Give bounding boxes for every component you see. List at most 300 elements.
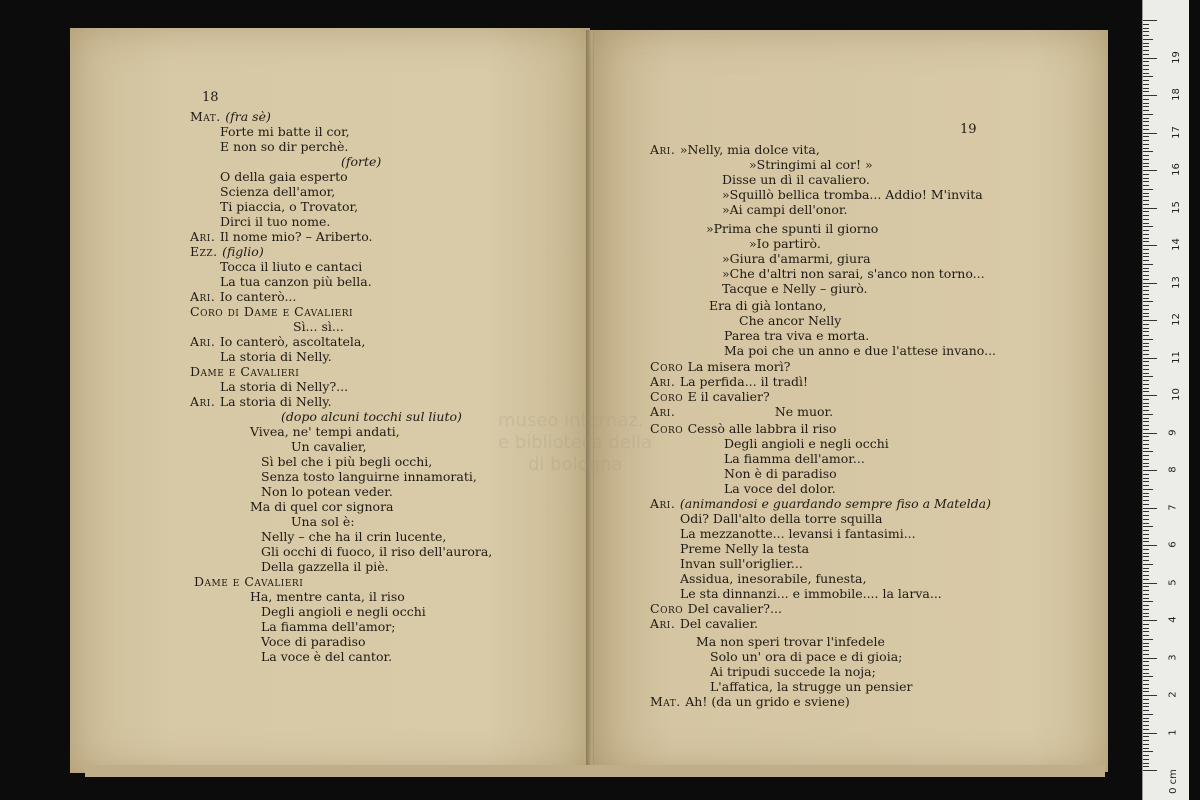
ruler-tick: [1143, 35, 1149, 36]
ruler-tick: [1143, 673, 1149, 674]
ruler-tick: [1143, 99, 1149, 100]
ruler-tick: [1143, 706, 1149, 707]
verse-text: (dopo alcuni tocchi sul liuto): [281, 409, 462, 424]
text-line: [650, 404, 833, 419]
text-line: [220, 349, 332, 364]
ruler-tick: [1143, 444, 1149, 445]
verse-text: La perfida... il tradì!: [679, 374, 809, 389]
page-edge: [85, 765, 1105, 777]
speaker-label: Ari.: [190, 334, 220, 349]
text-line: [261, 559, 389, 574]
text-line: [722, 202, 847, 217]
ruler-tick: [1143, 133, 1157, 134]
text-line: [680, 511, 882, 526]
verse-text: La voce è del cantor.: [261, 649, 393, 664]
ruler-tick: [1143, 324, 1149, 325]
text-line: [650, 694, 850, 709]
ruler-tick: [1143, 196, 1149, 197]
verse-text: La fiamma dell'amor;: [261, 619, 396, 634]
verse-text: Ha, mentre canta, il riso: [250, 589, 405, 604]
ruler-tick: [1143, 410, 1149, 411]
ruler-tick: [1143, 80, 1149, 81]
ruler-tick: [1143, 305, 1149, 306]
ruler-tick: [1143, 736, 1149, 737]
ruler-tick: [1143, 110, 1149, 111]
speaker-label: Dame e Cavalieri: [190, 364, 300, 379]
ruler-tick: [1143, 155, 1149, 156]
verse-text: (figlio): [222, 244, 264, 259]
ruler-tick: [1143, 69, 1149, 70]
verse-text: »Ai campi dell'onor.: [722, 202, 848, 217]
ruler-tick: [1143, 478, 1149, 479]
ruler-tick: [1143, 470, 1157, 471]
text-line: [220, 199, 358, 214]
text-line: [706, 221, 878, 236]
ruler-tick: [1143, 511, 1149, 512]
ruler-tick: [1143, 620, 1157, 621]
verse-text: Ma poi che un anno e due l'attese invano...: [724, 343, 997, 358]
ruler-tick: [1143, 166, 1149, 167]
ruler-tick: [1143, 219, 1149, 220]
ruler-tick: [1143, 301, 1153, 302]
speaker-label: Ezz.: [190, 244, 223, 259]
verse-text: Ma di quel cor signora: [250, 499, 394, 514]
ruler-tick: [1143, 43, 1149, 44]
watermark-line: e biblioteca della: [498, 432, 652, 453]
text-line: [261, 619, 396, 634]
text-line: [250, 589, 405, 604]
text-line: [722, 187, 983, 202]
ruler-tick: [1143, 174, 1149, 175]
ruler-tick: [1143, 391, 1149, 392]
ruler-tick: [1143, 571, 1149, 572]
verse-text: Disse un dì il cavaliero.: [722, 172, 870, 187]
text-line: [709, 298, 827, 313]
ruler-label: 9: [1167, 428, 1179, 436]
speaker-label: Ari.: [650, 616, 680, 631]
page-number-right: 19: [960, 122, 977, 137]
ruler-tick: [1143, 534, 1149, 535]
ruler-label: 11: [1170, 350, 1182, 364]
ruler-tick: [1143, 91, 1149, 92]
verse-text: La storia di Nelly?...: [220, 379, 349, 394]
ruler-tick: [1143, 564, 1153, 565]
verse-text: »Io partirò.: [749, 236, 821, 251]
ruler-tick: [1143, 61, 1149, 62]
verse-text: Ai tripudi succede la noja;: [710, 664, 876, 679]
ruler-tick: [1143, 440, 1149, 441]
right-page: [594, 30, 1108, 772]
speaker-label: Ari.: [190, 394, 220, 409]
verse-text: Degli angioli e negli occhi: [261, 604, 426, 619]
ruler-label: 13: [1170, 275, 1182, 289]
ruler-tick: [1143, 493, 1149, 494]
text-line: [680, 541, 809, 556]
text-line: [220, 379, 348, 394]
ruler-tick: [1143, 590, 1149, 591]
ruler-tick: [1143, 50, 1149, 51]
text-line: [650, 421, 836, 436]
verse-text: Assidua, inesorabile, funesta,: [680, 571, 867, 586]
ruler-tick: [1143, 118, 1149, 119]
text-line: [220, 169, 348, 184]
verse-text: Cessò alle labbra il riso: [687, 421, 837, 436]
text-line: [710, 664, 876, 679]
ruler-tick: [1143, 46, 1149, 47]
verse-text: Dirci il tuo nome.: [220, 214, 331, 229]
verse-text: Sì... sì...: [293, 319, 344, 334]
text-line: [710, 679, 913, 694]
verse-text: Forte mi batte il cor,: [220, 124, 350, 139]
text-line: [190, 394, 332, 409]
speaker-label: Coro di Dame e Cavalieri: [190, 304, 354, 319]
ruler-tick: [1143, 676, 1153, 677]
ruler-tick: [1143, 714, 1153, 715]
text-line: [749, 157, 873, 172]
ruler-tick: [1143, 313, 1149, 314]
ruler-tick: [1143, 485, 1149, 486]
ruler-tick: [1143, 84, 1149, 85]
verse-text: E il cavalier?: [687, 389, 770, 404]
ruler-tick: [1143, 358, 1157, 359]
ruler-tick: [1143, 549, 1149, 550]
ruler-tick: [1143, 193, 1149, 194]
text-line: [749, 236, 821, 251]
text-line: [650, 359, 790, 374]
ruler-tick: [1143, 759, 1149, 760]
verse-text: Gli occhi di fuoco, il riso dell'aurora,: [261, 544, 493, 559]
speaker-label: Mat.: [650, 694, 686, 709]
ruler-tick: [1143, 508, 1157, 509]
ruler-tick: [1143, 451, 1153, 452]
ruler-tick: [1143, 170, 1157, 171]
ruler-tick: [1143, 24, 1149, 25]
ruler-tick: [1143, 215, 1149, 216]
ruler-tick: [1143, 376, 1153, 377]
ruler-tick: [1143, 733, 1157, 734]
ruler-tick: [1143, 234, 1149, 235]
ruler-tick: [1143, 106, 1149, 107]
ruler-tick: [1143, 343, 1149, 344]
ruler-tick: [1143, 609, 1149, 610]
watermark-line: museo internaz.: [498, 410, 644, 431]
ruler-tick: [1143, 204, 1149, 205]
speaker-label: Ari.: [190, 229, 220, 244]
verse-text: Voce di paradiso: [261, 634, 366, 649]
ruler-tick: [1143, 73, 1149, 74]
verse-text: La fiamma dell'amor...: [724, 451, 865, 466]
ruler-tick: [1143, 140, 1149, 141]
speaker-label: Coro: [650, 359, 688, 374]
verse-text: »Giura d'amarmi, giura: [722, 251, 871, 266]
verse-text: Del cavalier.: [679, 616, 759, 631]
ruler-tick: [1143, 748, 1149, 749]
verse-text: Degli angioli e negli occhi: [724, 436, 889, 451]
ruler-label: 14: [1170, 238, 1182, 251]
text-line: [190, 289, 296, 304]
verse-text: Io canterò...: [219, 289, 297, 304]
ruler-tick: [1143, 58, 1157, 59]
ruler-tick: [1143, 541, 1149, 542]
ruler-label: 18: [1170, 88, 1182, 101]
ruler-tick: [1143, 294, 1149, 295]
ruler-tick: [1143, 406, 1149, 407]
text-line: [722, 251, 871, 266]
ruler-tick: [1143, 481, 1149, 482]
verse-text: Tocca il liuto e cantaci: [220, 259, 363, 274]
text-line: [220, 259, 362, 274]
ruler-tick: [1143, 245, 1157, 246]
ruler-tick: [1143, 163, 1149, 164]
ruler-tick: [1143, 744, 1149, 745]
verse-text: »Stringimi al cor! »: [749, 157, 873, 172]
ruler-tick: [1143, 669, 1149, 670]
text-line: [739, 313, 841, 328]
ruler-label: 8: [1167, 466, 1179, 473]
text-line: [650, 374, 808, 389]
ruler-tick: [1143, 613, 1149, 614]
text-line: [341, 154, 381, 169]
ruler-tick: [1143, 496, 1149, 497]
verse-text: Non è di paradiso: [724, 466, 837, 481]
text-line: [710, 649, 902, 664]
ruler-tick: [1143, 605, 1149, 606]
ruler-tick: [1143, 241, 1149, 242]
text-line: [190, 304, 353, 319]
ruler-tick: [1143, 350, 1149, 351]
text-line: [293, 319, 344, 334]
verse-text: (fra sè): [225, 109, 271, 124]
verse-text: Una sol è:: [291, 514, 355, 529]
ruler-tick: [1143, 545, 1157, 546]
ruler-tick: [1143, 598, 1149, 599]
ruler-tick: [1143, 290, 1149, 291]
ruler-label: 16: [1170, 163, 1182, 176]
text-line: [261, 469, 477, 484]
speaker-label: Mat.: [190, 109, 226, 124]
text-line: [724, 343, 996, 358]
ruler-tick: [1143, 425, 1149, 426]
ruler-tick: [1143, 755, 1149, 756]
ruler-tick: [1143, 538, 1149, 539]
verse-text: Il nome mio? – Ariberto.: [219, 229, 373, 244]
ruler-tick: [1143, 631, 1149, 632]
ruler-tick: [1143, 429, 1149, 430]
ruler-tick: [1143, 729, 1149, 730]
ruler-tick: [1143, 103, 1149, 104]
text-line: [261, 604, 426, 619]
ruler-tick: [1143, 286, 1149, 287]
text-line: [680, 556, 803, 571]
ruler-tick: [1143, 144, 1149, 145]
ruler-tick: [1143, 466, 1149, 467]
ruler-tick: [1143, 579, 1149, 580]
ruler-tick: [1143, 121, 1149, 122]
ruler-tick: [1143, 346, 1149, 347]
verse-text: Vivea, ne' tempi andati,: [250, 424, 400, 439]
verse-text: Ne muor.: [774, 404, 834, 419]
page-number-left: 18: [202, 90, 219, 105]
text-line: [724, 481, 836, 496]
text-line: [680, 571, 866, 586]
ruler-tick: [1143, 369, 1149, 370]
ruler-tick: [1143, 95, 1157, 96]
ruler-tick: [1143, 283, 1157, 284]
ruler-tick: [1143, 298, 1149, 299]
speaker-label: Dame e Cavalieri: [194, 574, 304, 589]
ruler-label: 6: [1167, 541, 1179, 548]
ruler-tick: [1143, 279, 1149, 280]
ruler-tick: [1143, 691, 1149, 692]
verse-text: Le sta dinnanzi... e immobile.... la larva...: [680, 586, 942, 601]
ruler-tick: [1143, 380, 1149, 381]
verse-text: La tua canzon più bella.: [220, 274, 372, 289]
text-line: [724, 328, 869, 343]
ruler-tick: [1143, 309, 1149, 310]
ruler-tick: [1143, 335, 1149, 336]
text-line: [650, 389, 770, 404]
ruler-tick: [1143, 230, 1149, 231]
ruler-tick: [1143, 200, 1149, 201]
verse-text: La voce del dolor.: [724, 481, 836, 496]
ruler-tick: [1143, 256, 1149, 257]
verse-text: Del cavalier?...: [687, 601, 782, 616]
ruler-tick: [1143, 361, 1149, 362]
speaker-label: Coro: [650, 389, 688, 404]
ruler-tick: [1143, 721, 1149, 722]
text-line: [724, 466, 837, 481]
ruler-tick: [1143, 489, 1153, 490]
ruler-tick: [1143, 556, 1149, 557]
verse-text: Un cavalier,: [291, 439, 367, 454]
ruler-tick: [1143, 658, 1157, 659]
ruler-tick: [1143, 151, 1153, 152]
ruler-tick: [1143, 583, 1157, 584]
ruler-tick: [1143, 436, 1149, 437]
ruler-tick: [1143, 339, 1153, 340]
ruler-tick: [1143, 695, 1157, 696]
ruler-tick: [1143, 661, 1149, 662]
text-line: [680, 586, 942, 601]
ruler-tick: [1143, 328, 1149, 329]
ruler-unit: 0 cm: [1167, 769, 1179, 794]
text-line: [220, 139, 348, 154]
ruler-tick: [1143, 725, 1149, 726]
ruler-tick: [1143, 253, 1149, 254]
ruler-tick: [1143, 125, 1149, 126]
measuring-ruler: [1142, 0, 1189, 800]
ruler-label: 17: [1170, 125, 1182, 139]
ruler-tick: [1143, 373, 1149, 374]
speaker-label: Ari.: [650, 142, 680, 157]
ruler-tick: [1143, 530, 1149, 531]
text-line: [220, 214, 330, 229]
ruler-tick: [1143, 448, 1149, 449]
ruler-label: 12: [1170, 313, 1182, 326]
ruler-tick: [1143, 249, 1149, 250]
ruler-tick: [1143, 136, 1149, 137]
text-line: [696, 634, 885, 649]
text-line: [261, 529, 446, 544]
text-line: [281, 409, 462, 424]
verse-text: La misera morì?: [687, 359, 791, 374]
ruler-tick: [1143, 680, 1149, 681]
ruler-tick: [1143, 395, 1157, 396]
ruler-tick: [1143, 586, 1149, 587]
ruler-tick: [1143, 718, 1149, 719]
ruler-label: 15: [1170, 200, 1182, 214]
ruler-tick: [1143, 76, 1153, 77]
verse-text: Della gazzella il piè.: [261, 559, 389, 574]
text-line: [261, 454, 432, 469]
ruler-tick: [1143, 635, 1149, 636]
text-line: [650, 601, 782, 616]
verse-text: Non lo potean veder.: [261, 484, 393, 499]
ruler-tick: [1143, 650, 1149, 651]
ruler-tick: [1143, 763, 1149, 764]
ruler-tick: [1143, 275, 1149, 276]
speaker-label: Coro: [650, 421, 688, 436]
verse-text: »Che d'altri non sarai, s'anco non torno...: [722, 266, 985, 281]
verse-text: »Squillò bellica tromba... Addio! M'invita: [722, 187, 983, 202]
text-line: [261, 544, 492, 559]
ruler-tick: [1143, 526, 1153, 527]
ruler-tick: [1143, 189, 1153, 190]
ruler-tick: [1143, 643, 1149, 644]
ruler-tick: [1143, 766, 1149, 767]
text-line: [722, 281, 868, 296]
verse-text: Che ancor Nelly: [739, 313, 842, 328]
ruler-tick: [1143, 646, 1149, 647]
verse-text: Parea tra viva e morta.: [724, 328, 870, 343]
ruler-label: 7: [1167, 503, 1179, 511]
speaker-label: Ari.: [650, 404, 680, 419]
ruler-tick: [1143, 751, 1153, 752]
ruler-tick: [1143, 665, 1149, 666]
text-line: [190, 109, 271, 124]
ruler-tick: [1143, 354, 1149, 355]
text-line: [190, 334, 365, 349]
ruler-tick: [1143, 159, 1149, 160]
ruler-tick: [1143, 403, 1149, 404]
ruler-tick: [1143, 594, 1149, 595]
verse-text: Ah! (da un grido e sviene): [685, 694, 850, 709]
ruler-tick: [1143, 628, 1149, 629]
ruler-tick: [1143, 459, 1149, 460]
ruler-tick: [1143, 500, 1149, 501]
ruler-tick: [1143, 688, 1149, 689]
verse-text: Nelly – che ha il crin lucente,: [261, 529, 447, 544]
ruler-tick: [1143, 654, 1149, 655]
ruler-label: 5: [1167, 578, 1179, 586]
ruler-tick: [1143, 264, 1153, 265]
ruler-tick: [1143, 226, 1153, 227]
text-line: [190, 364, 299, 379]
ruler-tick: [1143, 388, 1149, 389]
verse-text: (forte): [341, 154, 382, 169]
ruler-tick: [1143, 178, 1149, 179]
verse-text: La storia di Nelly.: [219, 394, 332, 409]
ruler-tick: [1143, 699, 1149, 700]
ruler-label: 19: [1170, 50, 1182, 64]
ruler-label: 2: [1167, 691, 1179, 698]
ruler-label: 10: [1170, 388, 1182, 401]
text-line: [724, 436, 889, 451]
ruler-tick: [1143, 519, 1149, 520]
verse-text: Era di già lontano,: [709, 298, 827, 313]
ruler-tick: [1143, 65, 1149, 66]
text-line: [722, 172, 870, 187]
